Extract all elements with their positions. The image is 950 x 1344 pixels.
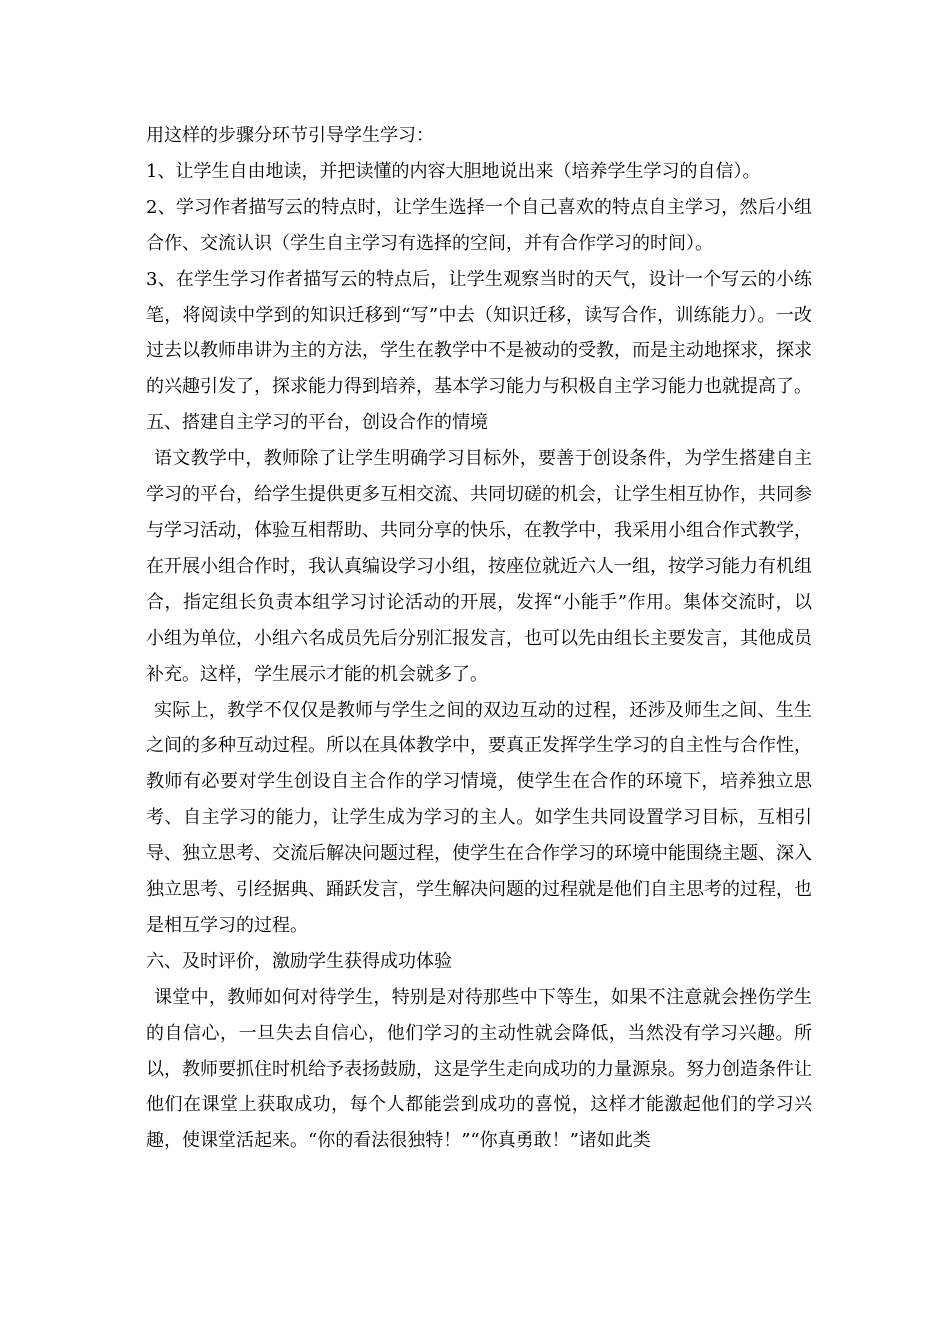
section-heading-5: 五、搭建自主学习的平台，创设合作的情境 (146, 412, 488, 434)
paragraph-step-1: 1、让学生自由地读，并把读懂的内容大胆地说出来（培养学生学习的自信）。 (146, 160, 761, 182)
paragraph-section-5-b: 实际上，教学不仅仅是教师与学生之间的双边互动的过程，还涉及师生之间、生生之间的多种互动过程。所以在具体教学中，要真正发挥学生学习的自主性与合作性，教师有必要对学生创设自主合作的学习情境，使学生在合作的环境下，培养独立思考、自主学习的能力，让学生成为学习的主人。如学生共同设置学习目标，互相引导、独立思考、交流后解决问题过程，使学生在合作学习的环境中能围绕主题、深入独立思考、引经据典、踊跃发言，学生解决问题的过程就是他们自主思考的过程，也是相互学习的过程。 (146, 699, 812, 936)
paragraph-intro: 用这样的步骤分环节引导学生学习： (146, 125, 434, 146)
document-body (146, 118, 812, 1159)
paragraph-section-5-a: 语文教学中，教师除了让学生明确学习目标外，要善于创设条件，为学生搭建自主学习的平台，给学生提供更多互相交流、共同切磋的机会，让学生相互协作，共同参与学习活动，体验互相帮助、共同分享的快乐，在教学中，我采用小组合作式教学，在开展小组合作时，我认真编设学习小组，按座位就近六人一组，按学习能力有机组合，指定组长负责本组学习讨论活动的开展，发挥“小能手”作用。集体交流时，以小组为单位，小组六名成员先后分别汇报发言，也可以先由组长主要发言，其他成员补充。这样，学生展示才能的机会就多了。 (146, 448, 812, 685)
paragraph-step-2: 2、学习作者描写云的特点时，让学生选择一个自己喜欢的特点自主学习，然后小组合作、交流认识（学生自主学习有选择的空间，并有合作学习的时间）。 (146, 196, 812, 254)
paragraph-section-6-a: 课堂中，教师如何对待学生，特别是对待那些中下等生，如果不注意就会挫伤学生的自信心，一旦失去自信心，他们学习的主动性就会降低，当然没有学习兴趣。所以，教师要抓住时机给予表扬鼓励，这是学生走向成功的力量源泉。努力创造条件让他们在课堂上获取成功，每个人都能尝到成功的喜悦，这样才能激起他们的学习兴趣，使课堂活起来。“你的看法很独特！”“你真勇敢！”诸如此类 (146, 986, 812, 1152)
section-heading-6: 六、及时评价，激励学生获得成功体验 (146, 950, 452, 972)
paragraph-step-3: 3、在学生学习作者描写云的特点后，让学生观察当时的天气，设计一个写云的小练笔，将阅读中学到的知识迁移到“写”中去（知识迁移，读写合作，训练能力）。一改过去以教师串讲为主的方法，学生在教学中不是被动的受教，而是主动地探求，探求的兴趣引发了，探求能力得到培养，基本学习能力与积极自主学习能力也就提高了。 (146, 268, 812, 398)
